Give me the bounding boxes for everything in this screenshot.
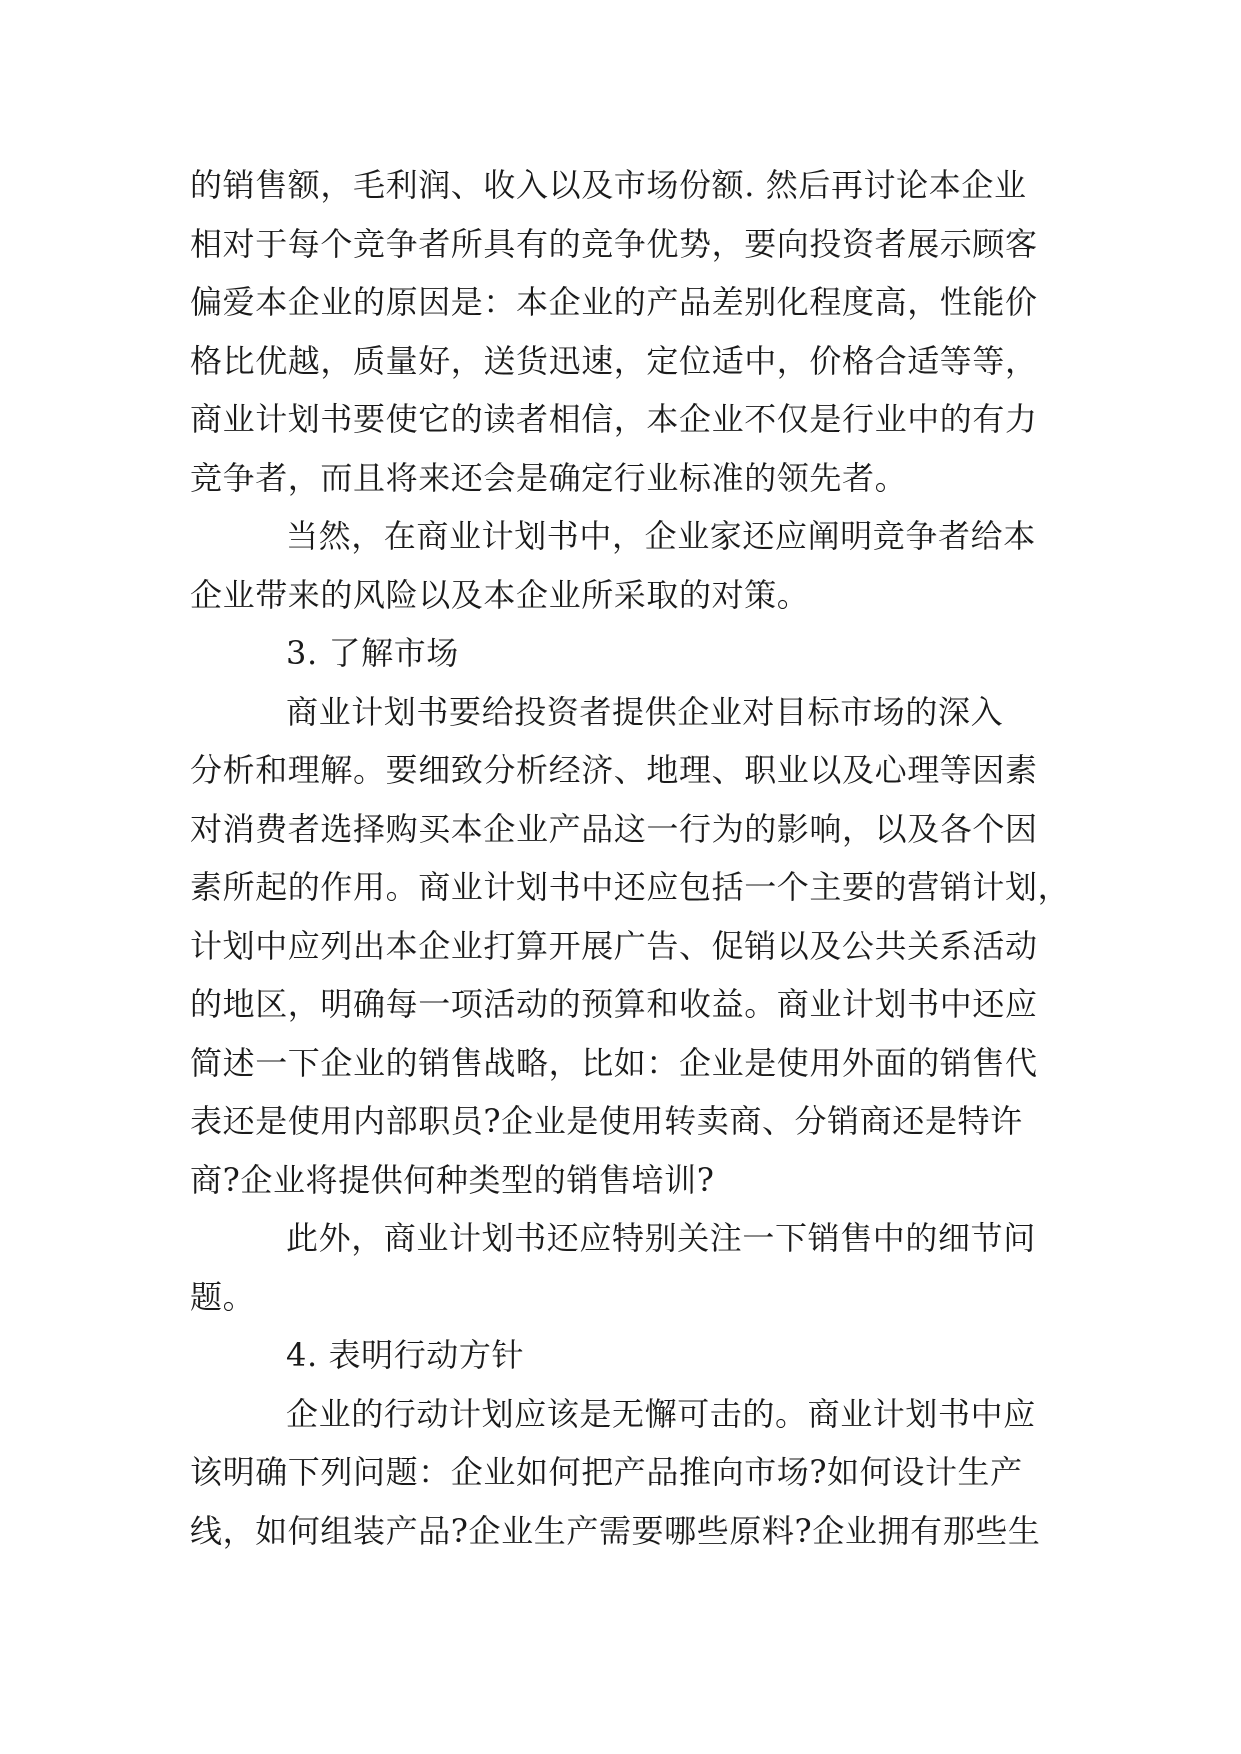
paragraph-start-line: 此外，商业计划书还应特别关注一下销售中的细节问 bbox=[286, 1219, 1036, 1257]
text-line: 该明确下列问题：企业如何把产品推向市场?如何设计生产 bbox=[190, 1453, 1023, 1491]
text-line: 计划中应列出本企业打算开展广告、促销以及公共关系活动 bbox=[190, 926, 1038, 965]
section-heading: 4. 表明行动方针 bbox=[286, 1336, 525, 1374]
section-heading: 3. 了解市场 bbox=[286, 634, 459, 672]
text-line: 素所起的作用。商业计划书中还应包括一个主要的营销计划， bbox=[190, 868, 1071, 906]
paragraph-start-line: 商业计划书要给投资者提供企业对目标市场的深入 bbox=[286, 692, 1004, 731]
text-line: 的地区，明确每一项活动的预算和收益。商业计划书中还应 bbox=[190, 985, 1038, 1023]
text-line: 线，如何组装产品?企业生产需要哪些原料?企业拥有那些生 bbox=[190, 1511, 1041, 1550]
text-line: 偏爱本企业的原因是：本企业的产品差别化程度高，性能价 bbox=[190, 283, 1038, 321]
text-line: 商业计划书要使它的读者相信，本企业不仅是行业中的有力 bbox=[190, 400, 1038, 438]
text-line: 题。 bbox=[190, 1277, 256, 1316]
text-line: 相对于每个竞争者所具有的竞争优势，要向投资者展示顾客 bbox=[190, 224, 1038, 263]
text-line: 商?企业将提供何种类型的销售培训? bbox=[190, 1160, 715, 1199]
text-line: 分析和理解。要细致分析经济、地理、职业以及心理等因素 bbox=[190, 751, 1038, 789]
text-line: 竞争者，而且将来还会是确定行业标准的领先者。 bbox=[190, 458, 908, 497]
paragraph-start-line: 当然，在商业计划书中，企业家还应阐明竞争者给本 bbox=[286, 517, 1036, 555]
text-line: 表还是使用内部职员?企业是使用转卖商、分销商还是特许 bbox=[190, 1102, 1023, 1140]
document-body bbox=[190, 156, 1071, 1560]
text-line: 简述一下企业的销售战略，比如：企业是使用外面的销售代 bbox=[190, 1043, 1038, 1082]
text-line: 的销售额，毛利润、收入以及市场份额. 然后再讨论本企业 bbox=[190, 166, 1027, 204]
text-line: 对消费者选择购买本企业产品这一行为的影响，以及各个因 bbox=[190, 809, 1038, 848]
text-line: 企业带来的风险以及本企业所采取的对策。 bbox=[190, 575, 810, 614]
text-line: 格比优越，质量好，送货迅速，定位适中，价格合适等等， bbox=[190, 341, 1038, 380]
paragraph-start-line: 企业的行动计划应该是无懈可击的。商业计划书中应 bbox=[286, 1394, 1036, 1433]
